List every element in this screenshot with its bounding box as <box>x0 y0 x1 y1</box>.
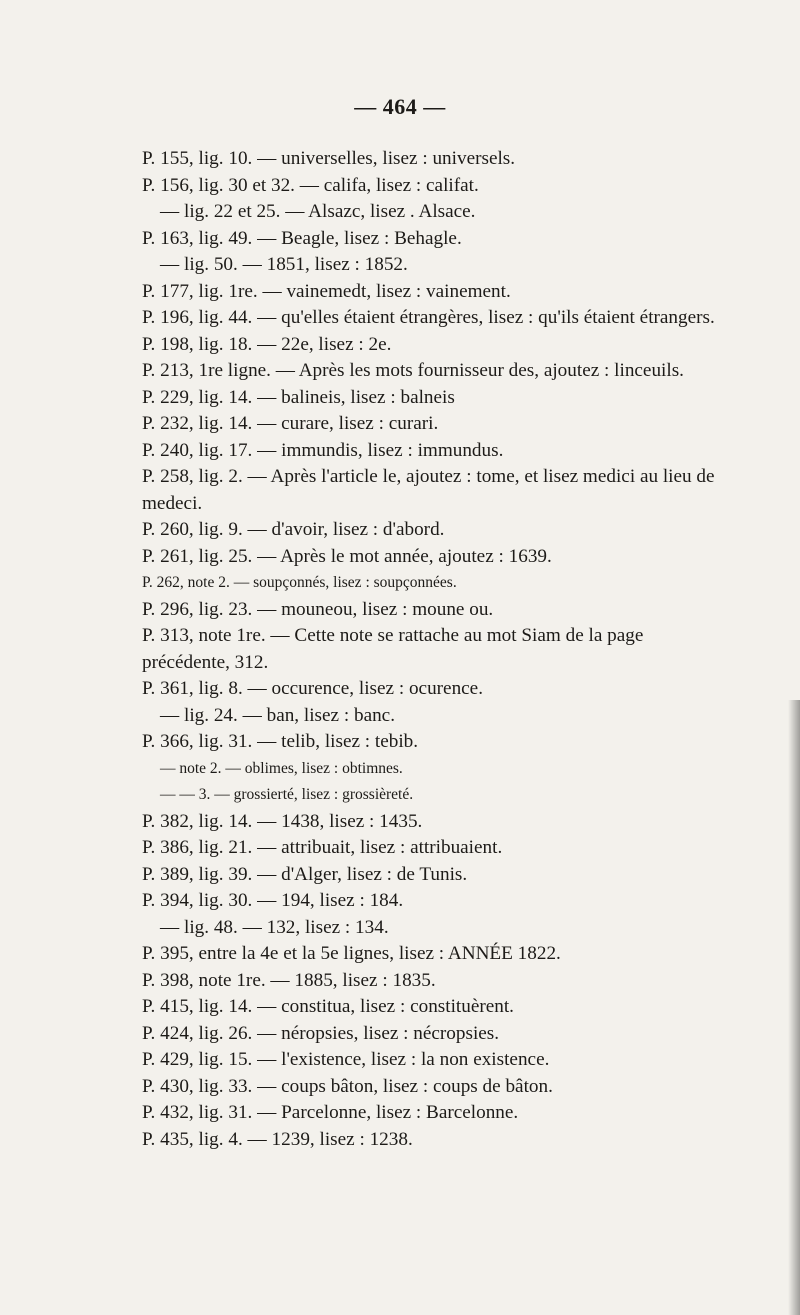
errata-entry: P. 395, entre la 4e et la 5e lignes, lisez : ANNÉE 1822. <box>142 943 561 964</box>
errata-entry: P. 313, note 1re. — Cette note se rattache au mot Siam de la page précédente, 312. <box>142 625 644 673</box>
errata-entry: P. 389, lig. 39. — d'Alger, lisez : de Tunis. <box>142 863 468 885</box>
errata-entry: P. 260, lig. 9. — d'avoir, lisez : d'abord. <box>142 519 445 540</box>
errata-entry: P. 229, lig. 14. — balineis, lisez : balneis <box>142 386 455 408</box>
errata-entry: P. 394, lig. 30. — 194, lisez : 184. <box>142 890 404 911</box>
errata-entry: P. 196, lig. 44. — qu'elles étaient étrangères, lisez : qu'ils étaient étrangers. <box>142 307 715 328</box>
errata-entry: — lig. 48. — 132, lisez : 134. <box>160 916 389 938</box>
errata-entry: P. 429, lig. 15. — l'existence, lisez : la non existence. <box>142 1049 550 1070</box>
errata-entry: P. 386, lig. 21. — attribuait, lisez : attribuaient. <box>142 837 503 858</box>
errata-entry: P. 177, lig. 1re. — vainemedt, lisez : vainement. <box>142 280 511 302</box>
errata-entry: P. 163, lig. 49. — Beagle, lisez : Behagle. <box>142 227 462 249</box>
errata-entry: P. 296, lig. 23. — mouneou, lisez : moune ou. <box>142 598 494 620</box>
errata-entry: P. 232, lig. 14. — curare, lisez : curari. <box>142 413 439 434</box>
errata-entry: — note 2. — oblimes, lisez : obtimnes. <box>160 759 403 777</box>
errata-entry: P. 261, lig. 25. — Après le mot année, ajoutez : 1639. <box>142 545 552 567</box>
errata-entry: P. 361, lig. 8. — occurence, lisez : ocurence. <box>142 678 483 699</box>
errata-entry: P. 435, lig. 4. — 1239, lisez : 1238. <box>142 1128 413 1150</box>
errata-entry: — lig. 22 et 25. — Alsazc, lisez . Alsace. <box>160 201 476 222</box>
errata-entry: P. 398, note 1re. — 1885, lisez : 1835. <box>142 969 436 991</box>
errata-entry: P. 366, lig. 31. — telib, lisez : tebib. <box>142 731 419 752</box>
errata-entry: P. 415, lig. 14. — constitua, lisez : constituèrent. <box>142 996 514 1017</box>
page-number: — 464 — <box>354 94 446 119</box>
errata-entry: P. 432, lig. 31. — Parcelonne, lisez : Barcelonne. <box>142 1102 519 1123</box>
errata-entry: P. 262, note 2. — soupçonnés, lisez : soupçonnées. <box>142 574 457 591</box>
errata-entry: P. 198, lig. 18. — 22e, lisez : 2e. <box>142 333 392 355</box>
errata-entry: — — 3. — grossierté, lisez : grossièreté. <box>160 786 414 803</box>
errata-entry: P. 258, lig. 2. — Après l'article le, ajoutez : tome, et lisez medici au lieu de medeci. <box>142 466 715 514</box>
errata-entry: P. 155, lig. 10. — universelles, lisez : universels. <box>142 148 516 169</box>
errata-list <box>142 146 732 1153</box>
errata-entry: — lig. 50. — 1851, lisez : 1852. <box>160 254 408 275</box>
page-edge-shadow <box>788 700 800 1315</box>
errata-entry: — lig. 24. — ban, lisez : banc. <box>160 704 396 726</box>
errata-entry: P. 382, lig. 14. — 1438, lisez : 1435. <box>142 810 423 832</box>
errata-entry: P. 156, lig. 30 et 32. — califa, lisez : califat. <box>142 174 479 196</box>
errata-entry: P. 240, lig. 17. — immundis, lisez : immundus. <box>142 439 504 461</box>
errata-entry: P. 424, lig. 26. — néropsies, lisez : nécropsies. <box>142 1022 500 1044</box>
errata-entry: P. 430, lig. 33. — coups bâton, lisez : coups de bâton. <box>142 1075 553 1097</box>
errata-entry: P. 213, 1re ligne. — Après les mots fournisseur des, ajoutez : linceuils. <box>142 360 684 381</box>
